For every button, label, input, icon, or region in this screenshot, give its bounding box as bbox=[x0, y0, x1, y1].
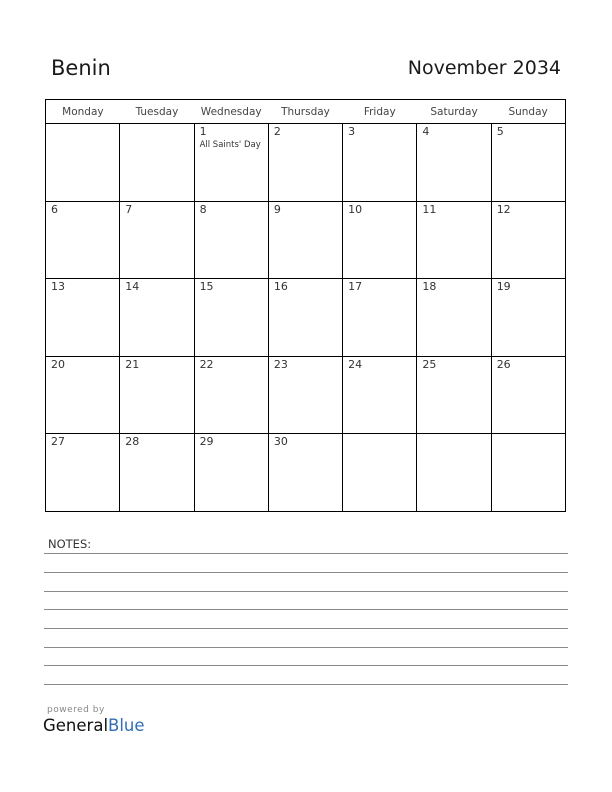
day-cell bbox=[417, 356, 491, 434]
day-number: 27 bbox=[51, 435, 65, 449]
day-cell bbox=[120, 201, 194, 279]
day-cell bbox=[120, 356, 194, 434]
day-cell bbox=[343, 279, 417, 357]
day-number: 6 bbox=[51, 202, 58, 216]
brand-general: General bbox=[43, 716, 109, 735]
day-number: 2 bbox=[273, 125, 281, 138]
week-row bbox=[46, 356, 566, 434]
day-cell bbox=[194, 201, 268, 279]
weekday-tuesday: Tuesday bbox=[120, 100, 194, 124]
day-cell bbox=[343, 356, 417, 434]
weekday-header-row bbox=[46, 100, 566, 124]
notes-line bbox=[44, 609, 568, 610]
day-cell bbox=[417, 434, 491, 512]
month-year-title: November 2034 bbox=[407, 57, 561, 79]
day-cell bbox=[268, 124, 342, 202]
day-number: 10 bbox=[348, 202, 363, 216]
day-number: 9 bbox=[273, 202, 281, 216]
day-number: 30 bbox=[273, 435, 288, 449]
day-cell bbox=[46, 279, 120, 357]
day-cell bbox=[343, 434, 417, 512]
day-number: 4 bbox=[422, 125, 430, 138]
weekday-wednesday: Wednesday bbox=[194, 100, 268, 124]
day-cell bbox=[46, 201, 120, 279]
day-cell bbox=[194, 356, 268, 434]
day-cell bbox=[194, 124, 268, 202]
day-number: 15 bbox=[199, 280, 214, 294]
day-number: 24 bbox=[348, 357, 363, 371]
weekday-sunday: Sunday bbox=[491, 100, 565, 124]
notes-line bbox=[44, 591, 568, 592]
day-cell bbox=[46, 434, 120, 512]
day-number: 3 bbox=[348, 125, 356, 138]
day-cell bbox=[491, 201, 565, 279]
notes-line bbox=[44, 647, 568, 648]
day-cell bbox=[343, 124, 417, 202]
day-number: 12 bbox=[496, 202, 511, 216]
day-number: 21 bbox=[125, 357, 140, 371]
day-cell bbox=[268, 201, 342, 279]
notes-line bbox=[44, 572, 568, 573]
day-cell bbox=[417, 124, 491, 202]
notes-line bbox=[44, 553, 568, 554]
day-number: 25 bbox=[422, 357, 437, 371]
day-cell bbox=[120, 124, 194, 202]
day-cell bbox=[268, 356, 342, 434]
day-number: 5 bbox=[496, 125, 504, 138]
calendar-grid bbox=[45, 99, 566, 512]
day-cell bbox=[268, 434, 342, 512]
weekday-thursday: Thursday bbox=[268, 100, 342, 124]
generalblue-logo bbox=[43, 716, 145, 735]
day-number: 20 bbox=[51, 357, 65, 371]
day-number: 8 bbox=[199, 202, 207, 216]
day-number: 14 bbox=[125, 280, 140, 294]
day-cell bbox=[46, 124, 120, 202]
day-cell bbox=[417, 279, 491, 357]
day-cell bbox=[491, 434, 565, 512]
day-number: 13 bbox=[51, 280, 65, 294]
day-cell bbox=[268, 279, 342, 357]
day-number: 19 bbox=[496, 280, 511, 294]
day-number: 17 bbox=[348, 280, 363, 294]
day-cell bbox=[46, 356, 120, 434]
week-row bbox=[46, 124, 566, 202]
day-cell bbox=[194, 434, 268, 512]
day-cell bbox=[491, 356, 565, 434]
day-cell bbox=[120, 279, 194, 357]
day-number: 23 bbox=[273, 357, 288, 371]
weekday-monday: Monday bbox=[46, 100, 120, 124]
brand-blue: Blue bbox=[108, 716, 145, 735]
day-number: 18 bbox=[422, 280, 437, 294]
day-number: 1 bbox=[199, 125, 207, 138]
day-number: 28 bbox=[125, 435, 140, 449]
week-row bbox=[46, 201, 566, 279]
country-title: Benin bbox=[51, 56, 111, 80]
day-cell bbox=[120, 434, 194, 512]
weekday-saturday: Saturday bbox=[417, 100, 491, 124]
day-number: 7 bbox=[125, 202, 133, 216]
notes-line bbox=[44, 628, 568, 629]
week-row bbox=[46, 434, 566, 512]
day-cell bbox=[343, 201, 417, 279]
powered-by-text: powered by bbox=[47, 705, 105, 715]
notes-line bbox=[44, 684, 568, 685]
day-number: 11 bbox=[422, 202, 437, 216]
day-cell bbox=[417, 201, 491, 279]
day-cell bbox=[194, 279, 268, 357]
day-number: 16 bbox=[273, 280, 288, 294]
weekday-friday: Friday bbox=[343, 100, 417, 124]
week-row bbox=[46, 279, 566, 357]
day-cell bbox=[491, 279, 565, 357]
day-number: 26 bbox=[496, 357, 511, 371]
day-number: 22 bbox=[199, 357, 214, 371]
notes-line bbox=[44, 665, 568, 666]
day-cell bbox=[491, 124, 565, 202]
holiday-label: All Saints' Day bbox=[199, 140, 261, 150]
day-number: 29 bbox=[199, 435, 214, 449]
notes-label: NOTES: bbox=[48, 537, 92, 551]
